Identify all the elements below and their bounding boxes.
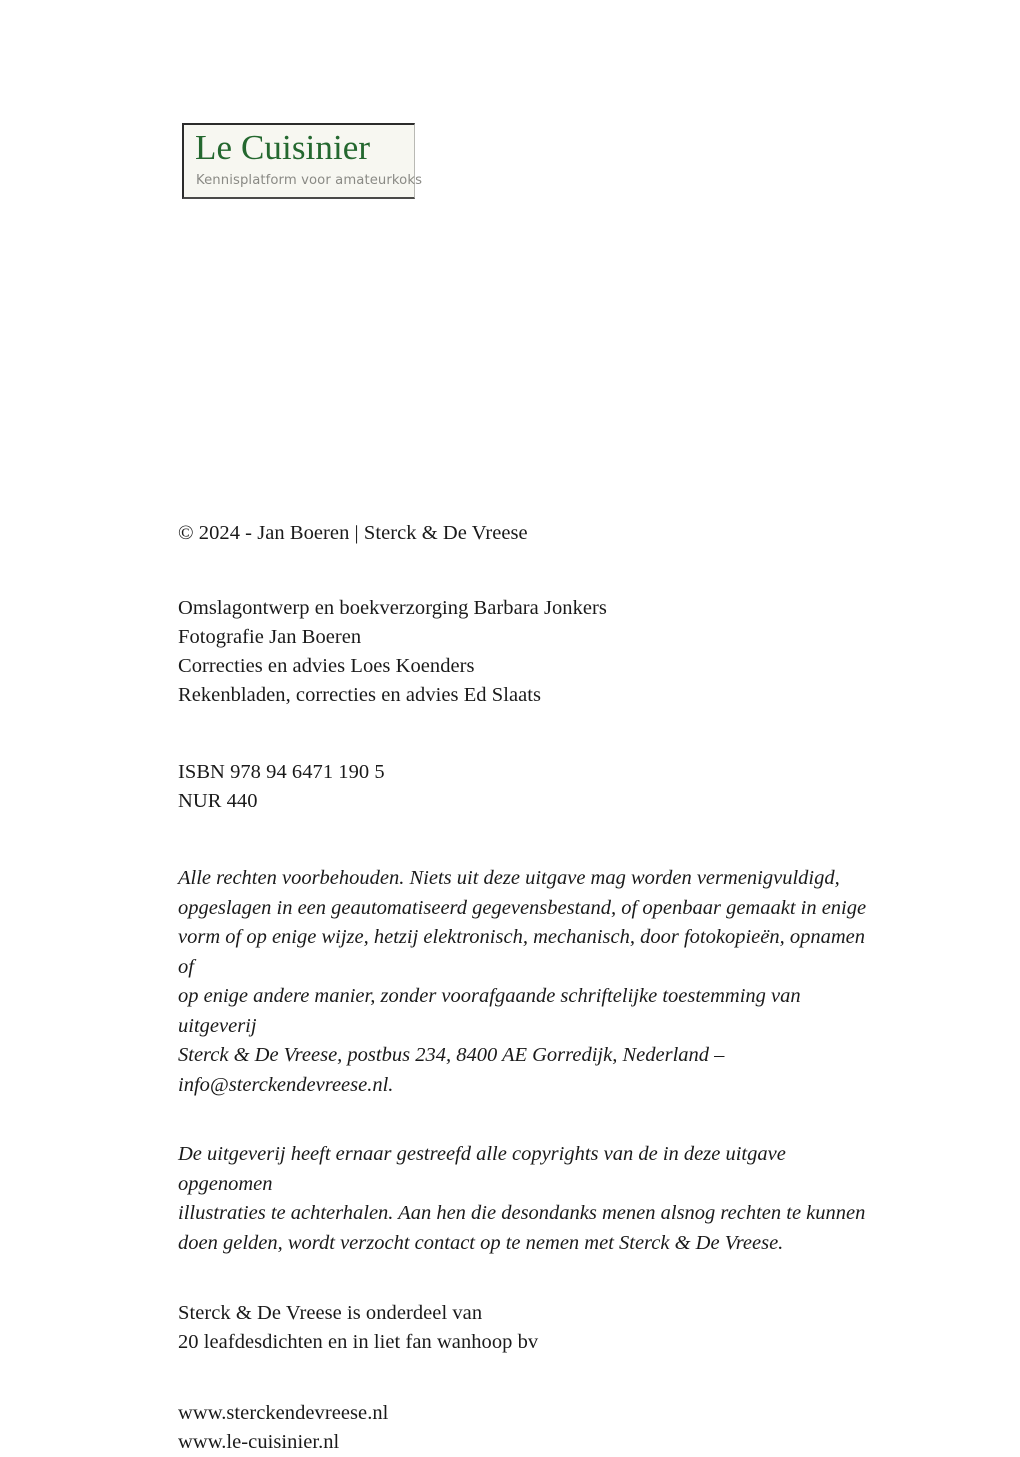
company-block [178, 1299, 884, 1357]
credit-line: Correcties en advies Loes Koenders [178, 655, 475, 677]
logo-tagline: Kennisplatform voor amateurkoks [196, 173, 423, 188]
logo-title: Le Cuisinier [195, 128, 371, 167]
le-cuisinier-logo [182, 123, 423, 199]
websites-block [178, 1399, 884, 1457]
credits-block [178, 594, 884, 710]
copyright-effort-paragraph [178, 1140, 884, 1258]
isbn-line: ISBN 978 94 6471 190 5 [178, 761, 385, 783]
copyright-line: © 2024 - Jan Boeren | Sterck & De Vreese [178, 522, 528, 544]
company-line: 20 leafdesdichten en in liet fan wanhoop bv [178, 1331, 539, 1353]
credit-line: Fotografie Jan Boeren [178, 626, 362, 648]
colophon-text-column [178, 519, 884, 1457]
rights-line: Sterck & De Vreese, postbus 234, 8400 AE Gorredijk, Nederland – [178, 1044, 725, 1066]
effort-line: doen gelden, wordt verzocht contact op te nemen met Sterck & De Vreese. [178, 1231, 784, 1254]
website-sterckendevreese[interactable]: www.sterckendevreese.nl [178, 1402, 389, 1424]
website-le-cuisinier[interactable]: www.le-cuisinier.nl [178, 1431, 340, 1453]
rights-line: vorm of op enige wijze, hetzij elektronisch, mechanisch, door fotokopieën, opnamen of [178, 926, 865, 978]
credit-line: Omslagontwerp en boekverzorging Barbara Jonkers [178, 597, 607, 619]
credit-line: Rekenbladen, correcties en advies Ed Slaats [178, 684, 542, 706]
rights-line: op enige andere manier, zonder voorafgaande schriftelijke toestemming van uitgeverij [178, 985, 801, 1037]
copyright-line-block [178, 519, 884, 548]
rights-line: opgeslagen in een geautomatiseerd gegevensbestand, of openbaar gemaakt in enige [178, 896, 867, 919]
company-line: Sterck & De Vreese is onderdeel van [178, 1302, 483, 1324]
effort-line: illustraties te achterhalen. Aan hen die desondanks menen alsnog rechten te kunnen [178, 1202, 866, 1224]
identifiers-block [178, 758, 884, 816]
nur-line: NUR 440 [178, 790, 258, 812]
rights-line: Alle rechten voorbehouden. Niets uit deze uitgave mag worden vermenigvuldigd, [178, 867, 840, 889]
effort-line: De uitgeverij heeft ernaar gestreefd alle copyrights van de in deze uitgave opgenomen [178, 1143, 786, 1195]
rights-reserved-paragraph [178, 864, 884, 1100]
rights-line: info@sterckendevreese.nl. [178, 1073, 394, 1096]
